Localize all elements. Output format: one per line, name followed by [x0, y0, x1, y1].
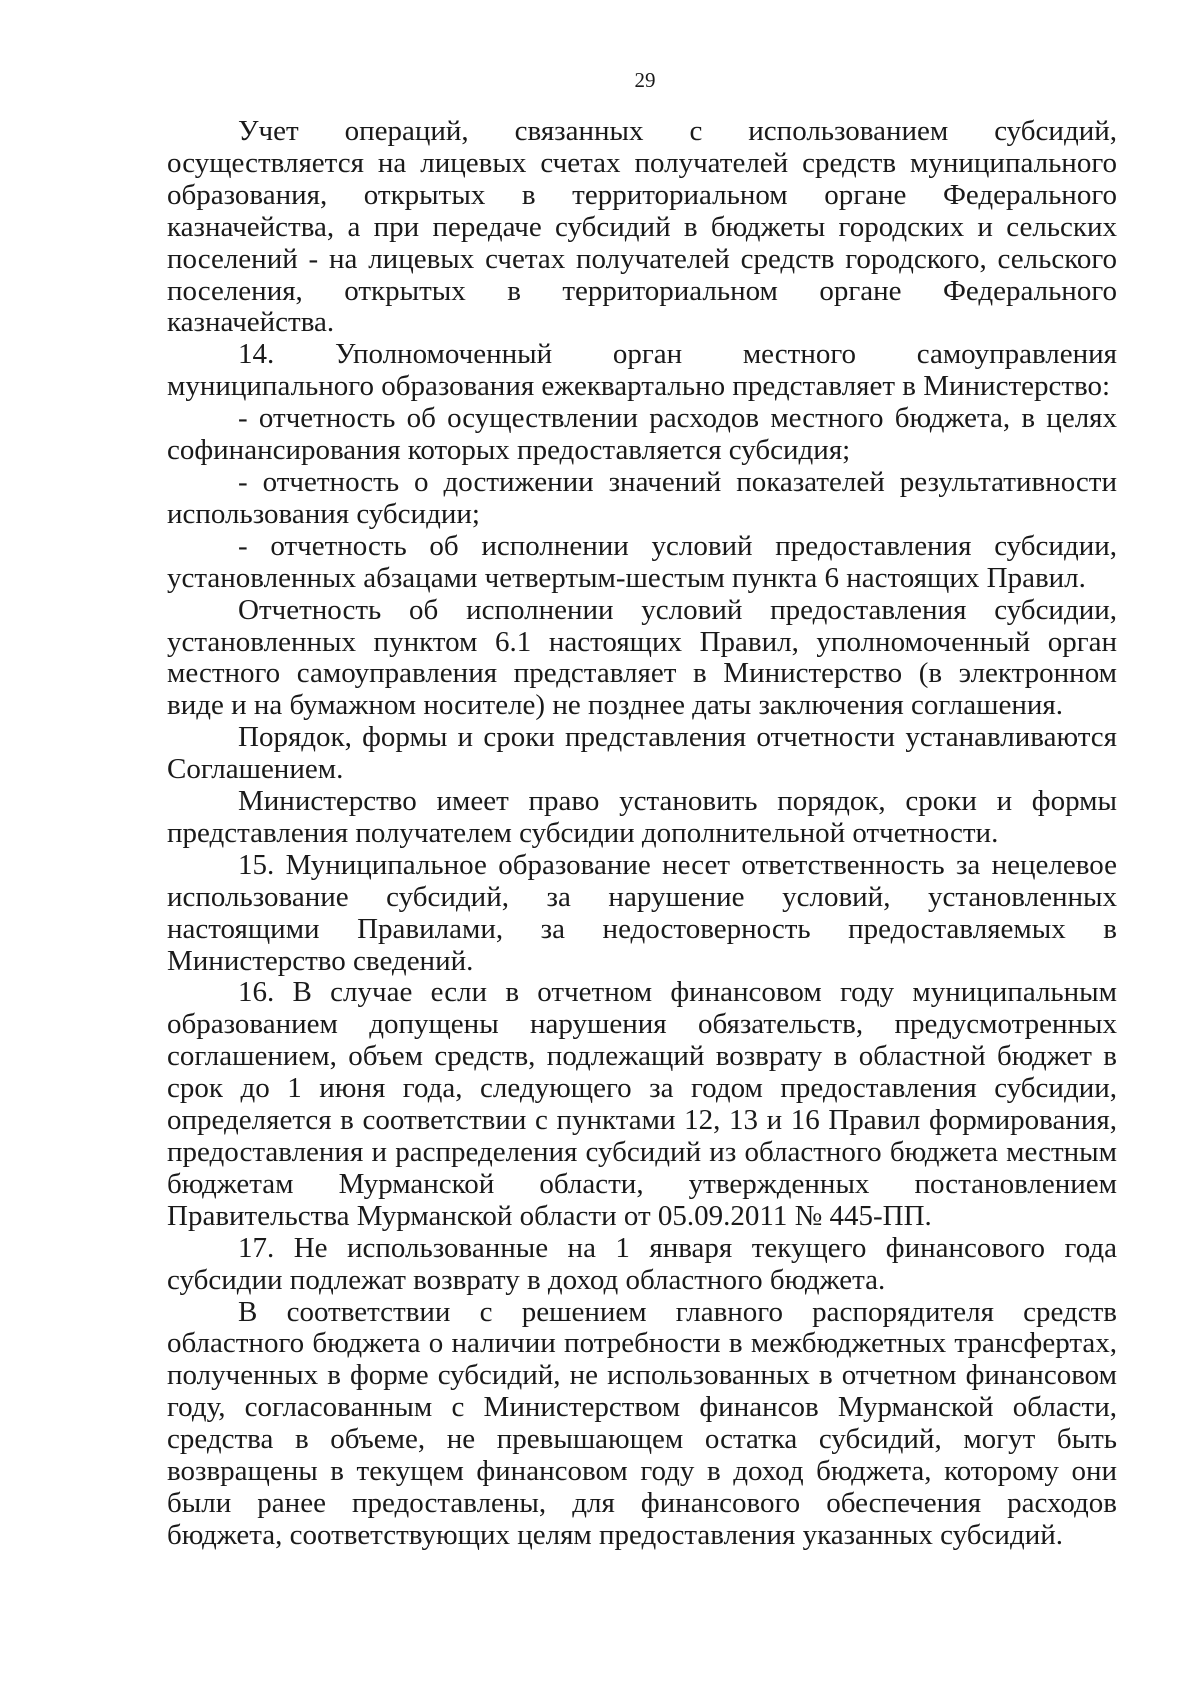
- paragraph: Отчетность об исполнении условий предоставления субсидии, установленных пунктом 6.1 настоящих Правил, уполномоченный орган местного самоуправления представляет в Министерство (в электронном виде и на бумажном носителе) не позднее даты заключения соглашения.: [167, 593, 1117, 722]
- paragraph: Министерство имеет право установить порядок, сроки и формы представления получателем субсидии дополнительной отчетности.: [167, 785, 1117, 849]
- paragraph: 17. Не использованные на 1 января текущего финансового года субсидии подлежат возврату в доход областного бюджета.: [167, 1231, 1117, 1296]
- paragraph: 15. Муниципальное образование несет ответственность за нецелевое использование субсидий, за нарушение условий, установленных настоящими Правилами, за недостоверность предоставляемых в Министерство сведений.: [167, 848, 1117, 977]
- paragraph: 14. Уполномоченный орган местного самоуправления муниципального образования ежеквартально представляет в Министерство:: [167, 338, 1117, 403]
- paragraph: Порядок, формы и сроки представления отчетности устанавливаются Соглашением.: [167, 721, 1117, 786]
- paragraph: - отчетность об осуществлении расходов местного бюджета, в целях софинансирования которых предоставляется субсидия;: [167, 402, 1117, 467]
- paragraph: Учет операций, связанных с использованием субсидий, осуществляется на лицевых счетах получателей средств муниципального образования, открытых в территориальном органе Федерального казначейства, а при передаче субсидий в бюджеты городских и сельских поселений - на лицевых счетах получателей средств городского, сельского поселения, открытых в территориальном органе Федерального казначейства.: [167, 115, 1117, 339]
- document-body: [167, 116, 1117, 1552]
- paragraph: В соответствии с решением главного распорядителя средств областного бюджета о наличии потребности в межбюджетных трансфертах, полученных в форме субсидий, не использованных в отчетном финансовом году, согласованным с Министерством финансов Мурманской области, средства в объеме, не превышающем остатка субсидий, могут быть возвращены в текущем финансовом году в доход бюджета, которому они были ранее предоставлены, для финансового обеспечения расходов бюджета, соответствующих целям предоставления указанных субсидий.: [167, 1295, 1117, 1551]
- paragraph: 16. В случае если в отчетном финансовом году муниципальным образованием допущены нарушения обязательств, предусмотренных соглашением, объем средств, подлежащий возврату в областной бюджет в срок до 1 июня года, следующего за годом предоставления субсидии, определяется в соответствии с пунктами 12, 13 и 16 Правил формирования, предоставления и распределения субсидий из областного бюджета местным бюджетам Мурманской области, утвержденных постановлением Правительства Мурманской области от 05.09.2011 № 445-ПП.: [167, 976, 1117, 1232]
- paragraph: - отчетность о достижении значений показателей результативности использования субсидии;: [167, 465, 1117, 530]
- paragraph: - отчетность об исполнении условий предоставления субсидии, установленных абзацами четвертым-шестым пункта 6 настоящих Правил.: [167, 529, 1117, 594]
- page-number: 29: [634, 68, 656, 92]
